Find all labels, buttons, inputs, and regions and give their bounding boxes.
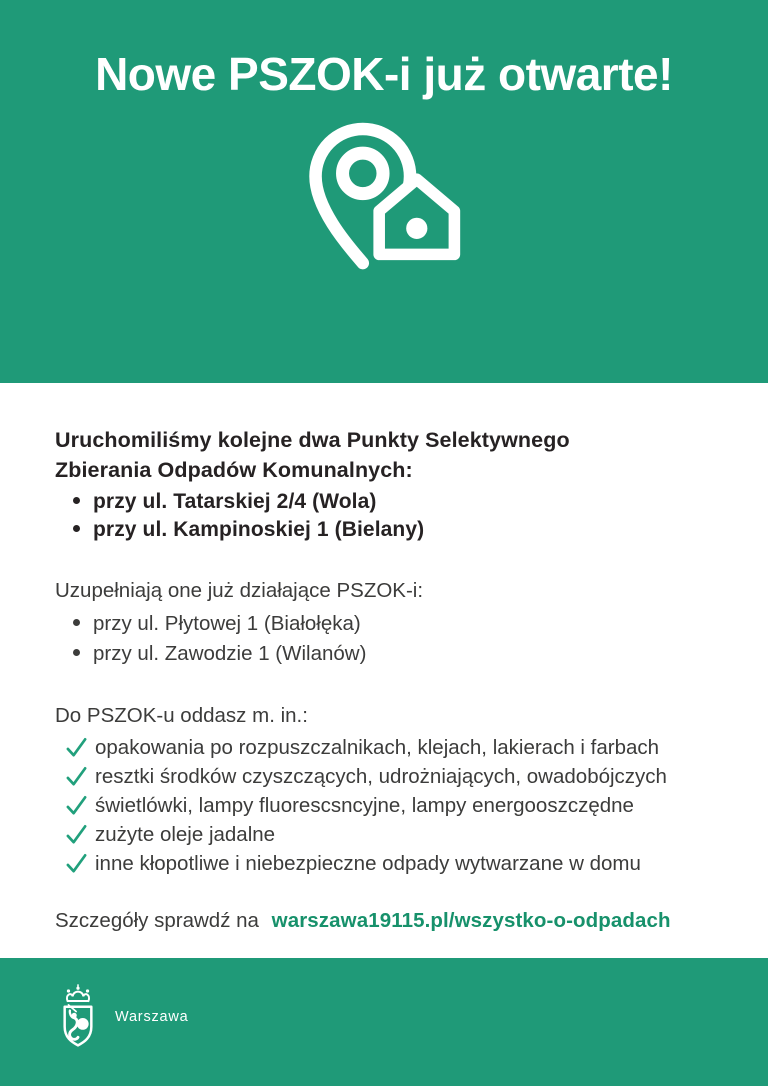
details-line	[55, 906, 718, 936]
list-item-label: opakowania po rozpuszczalnikach, klejach, lakierach i farbach	[95, 736, 660, 759]
list-item	[65, 820, 718, 849]
bullet-icon	[73, 619, 80, 626]
list-item-label: zużyte oleje jadalne	[95, 823, 276, 846]
check-icon	[65, 823, 88, 846]
city-label: Warszawa	[115, 1009, 189, 1025]
details-link[interactable]: warszawa19115.pl/wszystko-o-odpadach	[271, 909, 671, 932]
list-item-label: resztki środków czyszczących, udrożniających, owadobójczych	[95, 765, 667, 788]
bullet-icon	[73, 525, 80, 532]
new-points-list	[55, 488, 718, 544]
accepted-waste-heading: Do PSZOK-u oddasz m. in.:	[55, 704, 308, 727]
list-item-label: przy ul. Płytowej 1 (Białołęka)	[93, 612, 361, 635]
map-pin-house-icon	[303, 116, 465, 278]
existing-points-list	[55, 609, 718, 669]
warsaw-crest-icon	[57, 982, 99, 1062]
list-item	[73, 488, 718, 516]
content-area	[0, 383, 768, 936]
check-icon	[65, 765, 88, 788]
list-item-label: przy ul. Zawodzie 1 (Wilanów)	[93, 642, 367, 665]
list-item	[65, 762, 718, 791]
list-item-label: świetlówki, lampy fluorescsncyjne, lampy energooszczędne	[95, 794, 634, 817]
new-points-heading: Uruchomiliśmy kolejne dwa Punkty Selektywnego Zbierania Odpadów Komunalnych:	[55, 428, 570, 482]
list-item	[65, 733, 718, 762]
list-item	[73, 609, 718, 639]
check-icon	[65, 852, 88, 875]
list-item	[65, 849, 718, 878]
list-item	[65, 791, 718, 820]
bullet-icon	[73, 497, 80, 504]
accepted-waste-list	[55, 733, 718, 878]
page-title: Nowe PSZOK-i już otwarte!	[95, 48, 673, 100]
details-prefix: Szczegóły sprawdź na	[55, 909, 259, 932]
footer-banner	[0, 958, 768, 1086]
bullet-icon	[73, 649, 80, 656]
existing-points-heading: Uzupełniają one już działające PSZOK-i:	[55, 579, 424, 602]
list-item-label: inne kłopotliwe i niebezpieczne odpady wytwarzane w domu	[95, 852, 641, 875]
check-icon	[65, 736, 88, 759]
list-item-label: przy ul. Kampinoskiej 1 (Bielany)	[93, 518, 425, 541]
list-item-label: przy ul. Tatarskiej 2/4 (Wola)	[93, 490, 377, 513]
check-icon	[65, 794, 88, 817]
list-item	[73, 516, 718, 544]
hero-banner	[0, 0, 768, 383]
list-item	[73, 639, 718, 669]
